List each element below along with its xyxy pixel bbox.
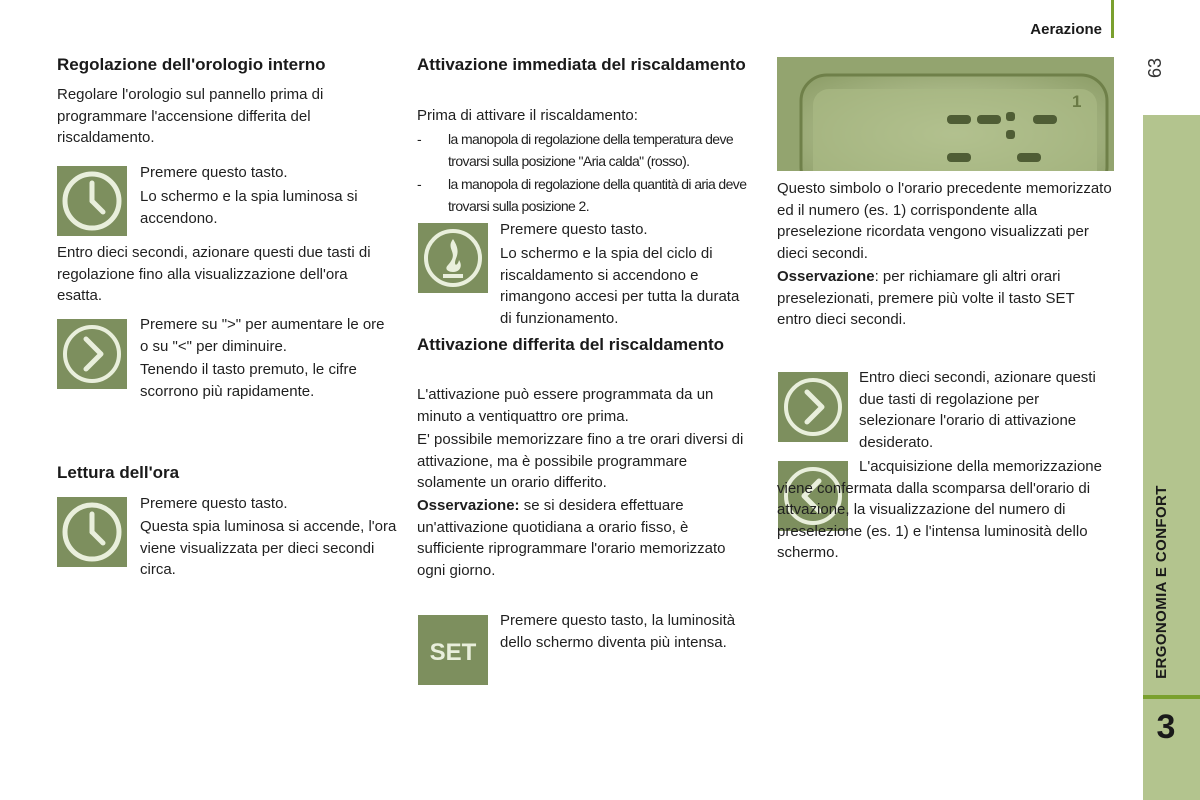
heating-press-text: Premere questo tasto. — [500, 221, 648, 238]
set-description: Premere questo tasto, la luminosità dello schermo diventa più intensa. — [500, 612, 736, 651]
bullet-air — [417, 173, 757, 217]
bullet-air-text: la manopola di regolazione della quantità di aria deve trovarsi sulla posizione 2. — [448, 176, 747, 214]
select-time-text: Entro dieci secondi, azionare questi due tasti di regolazione per selezionare l'orario di attivazione desiderato. — [859, 369, 1096, 451]
preset-note — [777, 266, 1107, 331]
set-label-icon — [418, 615, 488, 685]
bullet-temperature — [417, 128, 757, 172]
increase-button[interactable] — [57, 319, 127, 389]
clock-button[interactable] — [57, 166, 127, 236]
read-description: Questa spia luminosa si accende, l'ora viene visualizzata per dieci secondi circa. — [140, 518, 397, 578]
svg-text:SET: SET — [429, 639, 477, 666]
chapter-title: ERGONOMIA E CONFORT — [1153, 485, 1170, 679]
section-header: Aerazione — [1030, 21, 1102, 38]
clock-icon — [57, 166, 127, 236]
heat-flame-icon — [418, 223, 488, 293]
bullet-temperature-text: la manopola di regolazione della temperatura deve trovarsi sulla posizione "Aria calda" (rosso). — [448, 131, 734, 169]
clock-screen-on-text: Lo schermo e la spia luminosa si accendono. — [140, 188, 358, 227]
symbol-description: Questo simbolo o l'orario precedente memorizzato ed il numero (es. 1) corrispondente alla preselezione ricordata vengono visualizzati per dieci secondi. — [777, 180, 1112, 262]
clock-setting-title: Regolazione dell'orologio interno — [57, 55, 326, 74]
deferred-note — [417, 495, 732, 581]
chevron-right-icon — [778, 372, 848, 442]
page-number: 63 — [1145, 57, 1165, 79]
arrows-text: Premere su ">" per aumentare le ore o su "<" per diminuire. — [140, 316, 385, 355]
before-activation-text: Prima di attivare il riscaldamento: — [417, 107, 638, 124]
chapter-number: 3 — [1156, 708, 1176, 746]
read-time-title: Lettura dell'ora — [57, 463, 180, 482]
deferred-activation-title: Attivazione differita del riscaldamento — [417, 335, 725, 354]
clock-press-text: Premere questo tasto. — [140, 164, 288, 181]
clock-icon — [57, 497, 127, 567]
deferred-text-2: E' possibile memorizzare fino a tre orari diversi di attivazione, ma è possibile programmare solamente un orario differito. — [417, 431, 744, 491]
note-text: : per richiamare gli altri orari preselezionati, premere più volte il tasto SET entro dieci secondi. — [777, 268, 1075, 328]
display-panel-graphic — [777, 57, 1114, 171]
header-accent-bar — [1111, 0, 1114, 38]
set-button[interactable] — [418, 615, 488, 685]
read-press-text: Premere questo tasto. — [140, 495, 288, 512]
acquisition-text: L'acquisizione della memorizzazione viene confermata dalla scomparsa dell'orario di attvazione, la visualizzazione del numero di preselezione (es. 1) e l'intensa luminosità dello schermo. — [777, 458, 1102, 561]
heating-description: Lo schermo e la spia del ciclo di riscaldamento si accendono e rimangono accesi per tutta la durata di funzionamento. — [500, 245, 740, 327]
read-clock-button[interactable] — [57, 497, 127, 567]
bullet-dash: - — [417, 176, 422, 192]
display-screen — [777, 57, 1114, 171]
display-preset-number: 1 — [1072, 92, 1082, 111]
deferred-text-1: L'attivazione può essere programmata da un minuto a ventiquattro ore prima. — [417, 386, 714, 425]
note-label: Osservazione: — [417, 497, 520, 514]
clock-setting-intro: Regolare l'orologio sul pannello prima di programmare l'accensione differita del riscaldamento. — [57, 86, 324, 146]
note-label: Osservazione — [777, 268, 875, 285]
chevron-right-icon — [57, 319, 127, 389]
increase-button[interactable] — [778, 372, 848, 442]
note-text: se si desidera effettuare un'attivazione quotidiana a orario fisso, è sufficiente riprogrammare l'orario memorizzato ogni giorno. — [417, 497, 726, 579]
clock-within-ten-text: Entro dieci secondi, azionare questi due tasti di regolazione fino alla visualizzazione dell'ora esatta. — [57, 244, 371, 304]
heating-button[interactable] — [418, 223, 488, 293]
chapter-divider — [1143, 695, 1200, 699]
immediate-activation-title: Attivazione immediata del riscaldamento — [417, 55, 746, 74]
bullet-dash: - — [417, 131, 422, 147]
hold-text: Tenendo il tasto premuto, le cifre scorrono più rapidamente. — [140, 361, 357, 400]
